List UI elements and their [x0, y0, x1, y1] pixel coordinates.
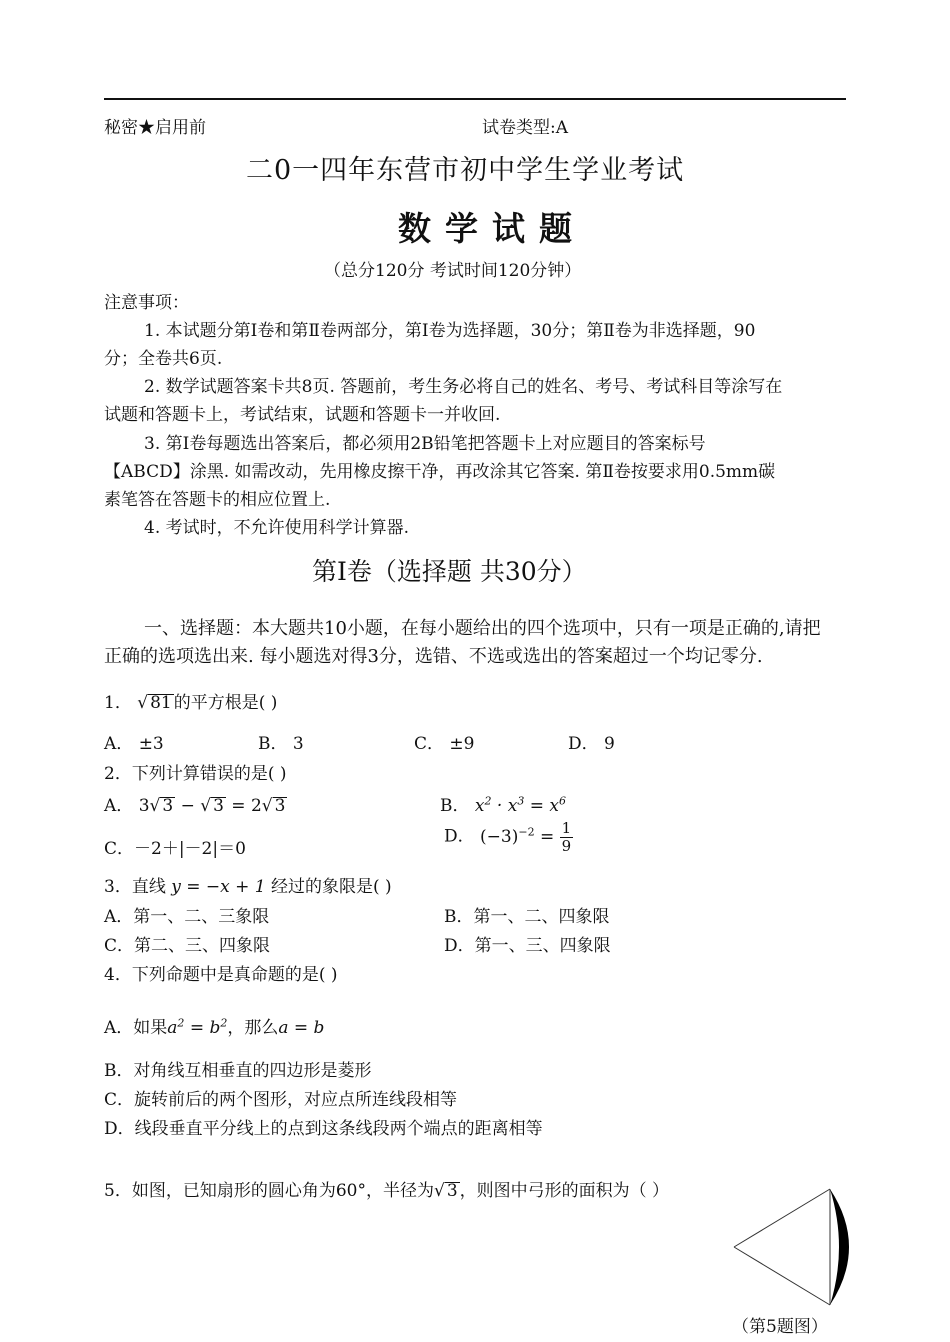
question-3-prefix: 3．直线 [104, 877, 166, 897]
question-4-stem: 4．下列命题中是真命题的是( ) [104, 965, 338, 985]
header-rule [104, 98, 846, 100]
option-value: ±9 [449, 734, 475, 754]
notes-heading: 注意事项： [104, 293, 189, 313]
option-label: C． [414, 734, 445, 754]
paper-type-label: 试卷类型:A [482, 118, 569, 138]
option-label: B． [440, 796, 470, 816]
q2-option-d [444, 820, 573, 854]
fraction-numerator: 1 [561, 819, 572, 837]
q3-option-b: B．第一、二、四象限 [444, 907, 610, 927]
question-1-text: 的平方根是( ) [173, 693, 278, 713]
option-label: A． [104, 734, 134, 754]
score-time: （总分120分 考试时间120分钟） [324, 261, 582, 281]
confidential-label: 秘密★启用前 [104, 118, 206, 138]
q1-option-d: D． 9 [568, 734, 615, 754]
question-5-mid: ，半径为 [365, 1181, 434, 1201]
option-label: D． [444, 826, 475, 847]
q4-option-c: C．旋转前后的两个图形，对应点所连线段相等 [104, 1090, 458, 1110]
q2-option-b [440, 791, 566, 816]
note-1-line-2: 分；全卷共6页. [104, 349, 223, 369]
note-2-line-2: 试题和答题卡上，考试结束，试题和答题卡一并收回. [104, 405, 501, 425]
question-3-suffix: 经过的象限是( ) [271, 877, 392, 897]
option-a-prefix: A．如果 [104, 1018, 168, 1038]
math-expression: $a^2 = b^2$ [167, 1016, 228, 1038]
q3-option-c: C．第二、三、四象限 [104, 936, 271, 956]
question-5-prefix: 5．如图，已知扇形的圆心角为 [104, 1181, 336, 1201]
fraction-denominator: 9 [561, 836, 572, 855]
q3-option-d: D．第一、三、四象限 [444, 936, 611, 956]
question-5-suffix: ，则图中弓形的面积为（ ） [459, 1181, 670, 1201]
q2-option-c: C．－2＋|－2|＝0 [104, 839, 246, 859]
sector-radius-top [734, 1189, 830, 1247]
note-3-line-1: 3. 第Ⅰ卷每题选出答案后，都必须用2B铅笔把答题卡上对应题目的答案标号 [144, 434, 706, 454]
angle-value: 60° [335, 1181, 366, 1201]
question-1-stem [104, 688, 277, 713]
note-3-line-2: 【ABCD】涂黑. 如需改动，先用橡皮擦干净，再改涂其它答案. 第Ⅱ卷按要求用0.5mm碳 [104, 462, 776, 482]
sector-figure [730, 1185, 860, 1310]
question-1-number: 1． [104, 693, 132, 713]
note-4: 4. 考试时，不允许使用科学计算器. [144, 518, 410, 538]
q4-option-b: B．对角线互相垂直的四边形是菱形 [104, 1061, 372, 1081]
sqrt-expression: √ 3 [433, 1181, 458, 1201]
note-2-line-1: 2. 数学试题答案卡共8页. 答题前，考生务必将自己的姓名、考号、考试科目等涂写在 [144, 377, 783, 397]
q1-option-a [104, 729, 164, 754]
option-label: A． [104, 796, 134, 816]
radicand: 3 [446, 1181, 458, 1201]
question-5-stem [104, 1176, 669, 1201]
q2-option-a [104, 791, 287, 816]
subject-title: 数学试题 [398, 209, 586, 248]
note-1-line-1: 1. 本试题分第Ⅰ卷和第Ⅱ卷两部分，第Ⅰ卷为选择题，30分；第Ⅱ卷为非选择题，90 [144, 321, 756, 341]
option-value: ±3 [138, 734, 164, 754]
section-title: 第Ⅰ卷（选择题 共30分） [312, 557, 587, 586]
math-expression: y = −x + 1 [165, 877, 271, 897]
segment-shaded-region [830, 1189, 849, 1305]
math-expression: $(-3)^{-2}$ = $\frac{1}{9}$ [480, 819, 572, 855]
radicand: 81 [150, 693, 172, 713]
instructions-line-2: 正确的选项选出来. 每小题选对得3分，选错、不选或选出的答案超过一个均记零分. [104, 646, 763, 667]
sqrt-expression: √ 81 [137, 693, 172, 713]
figure-caption: （第5题图） [732, 1317, 828, 1337]
question-3-stem [104, 872, 392, 897]
math-expression: $x^2 \cdot x^3 = x^6$ [474, 794, 566, 816]
exam-title: 二0一四年东营市初中学生学业考试 [246, 155, 685, 186]
sector-radius-bottom [734, 1247, 830, 1305]
instructions-line-1: 一、选择题：本大题共10小题，在每小题给出的四个选项中，只有一项是正确的,请把 [144, 618, 821, 639]
note-3-line-3: 素笔答在答题卡的相应位置上. [104, 490, 331, 510]
q4-option-a [104, 1013, 324, 1038]
q4-option-d: D．线段垂直平分线上的点到这条线段两个端点的距离相等 [104, 1119, 543, 1139]
q1-option-b: B． 3 [258, 734, 304, 754]
question-2-stem: 2．下列计算错误的是( ) [104, 764, 287, 784]
math-expression: 3√ 3 − √ 3 = 2√ 3 [138, 796, 286, 816]
q1-option-c [414, 729, 474, 754]
q3-option-a: A．第一、二、三象限 [104, 907, 270, 927]
math-expression: a = b [278, 1018, 325, 1038]
option-a-mid: ，那么 [227, 1018, 279, 1038]
